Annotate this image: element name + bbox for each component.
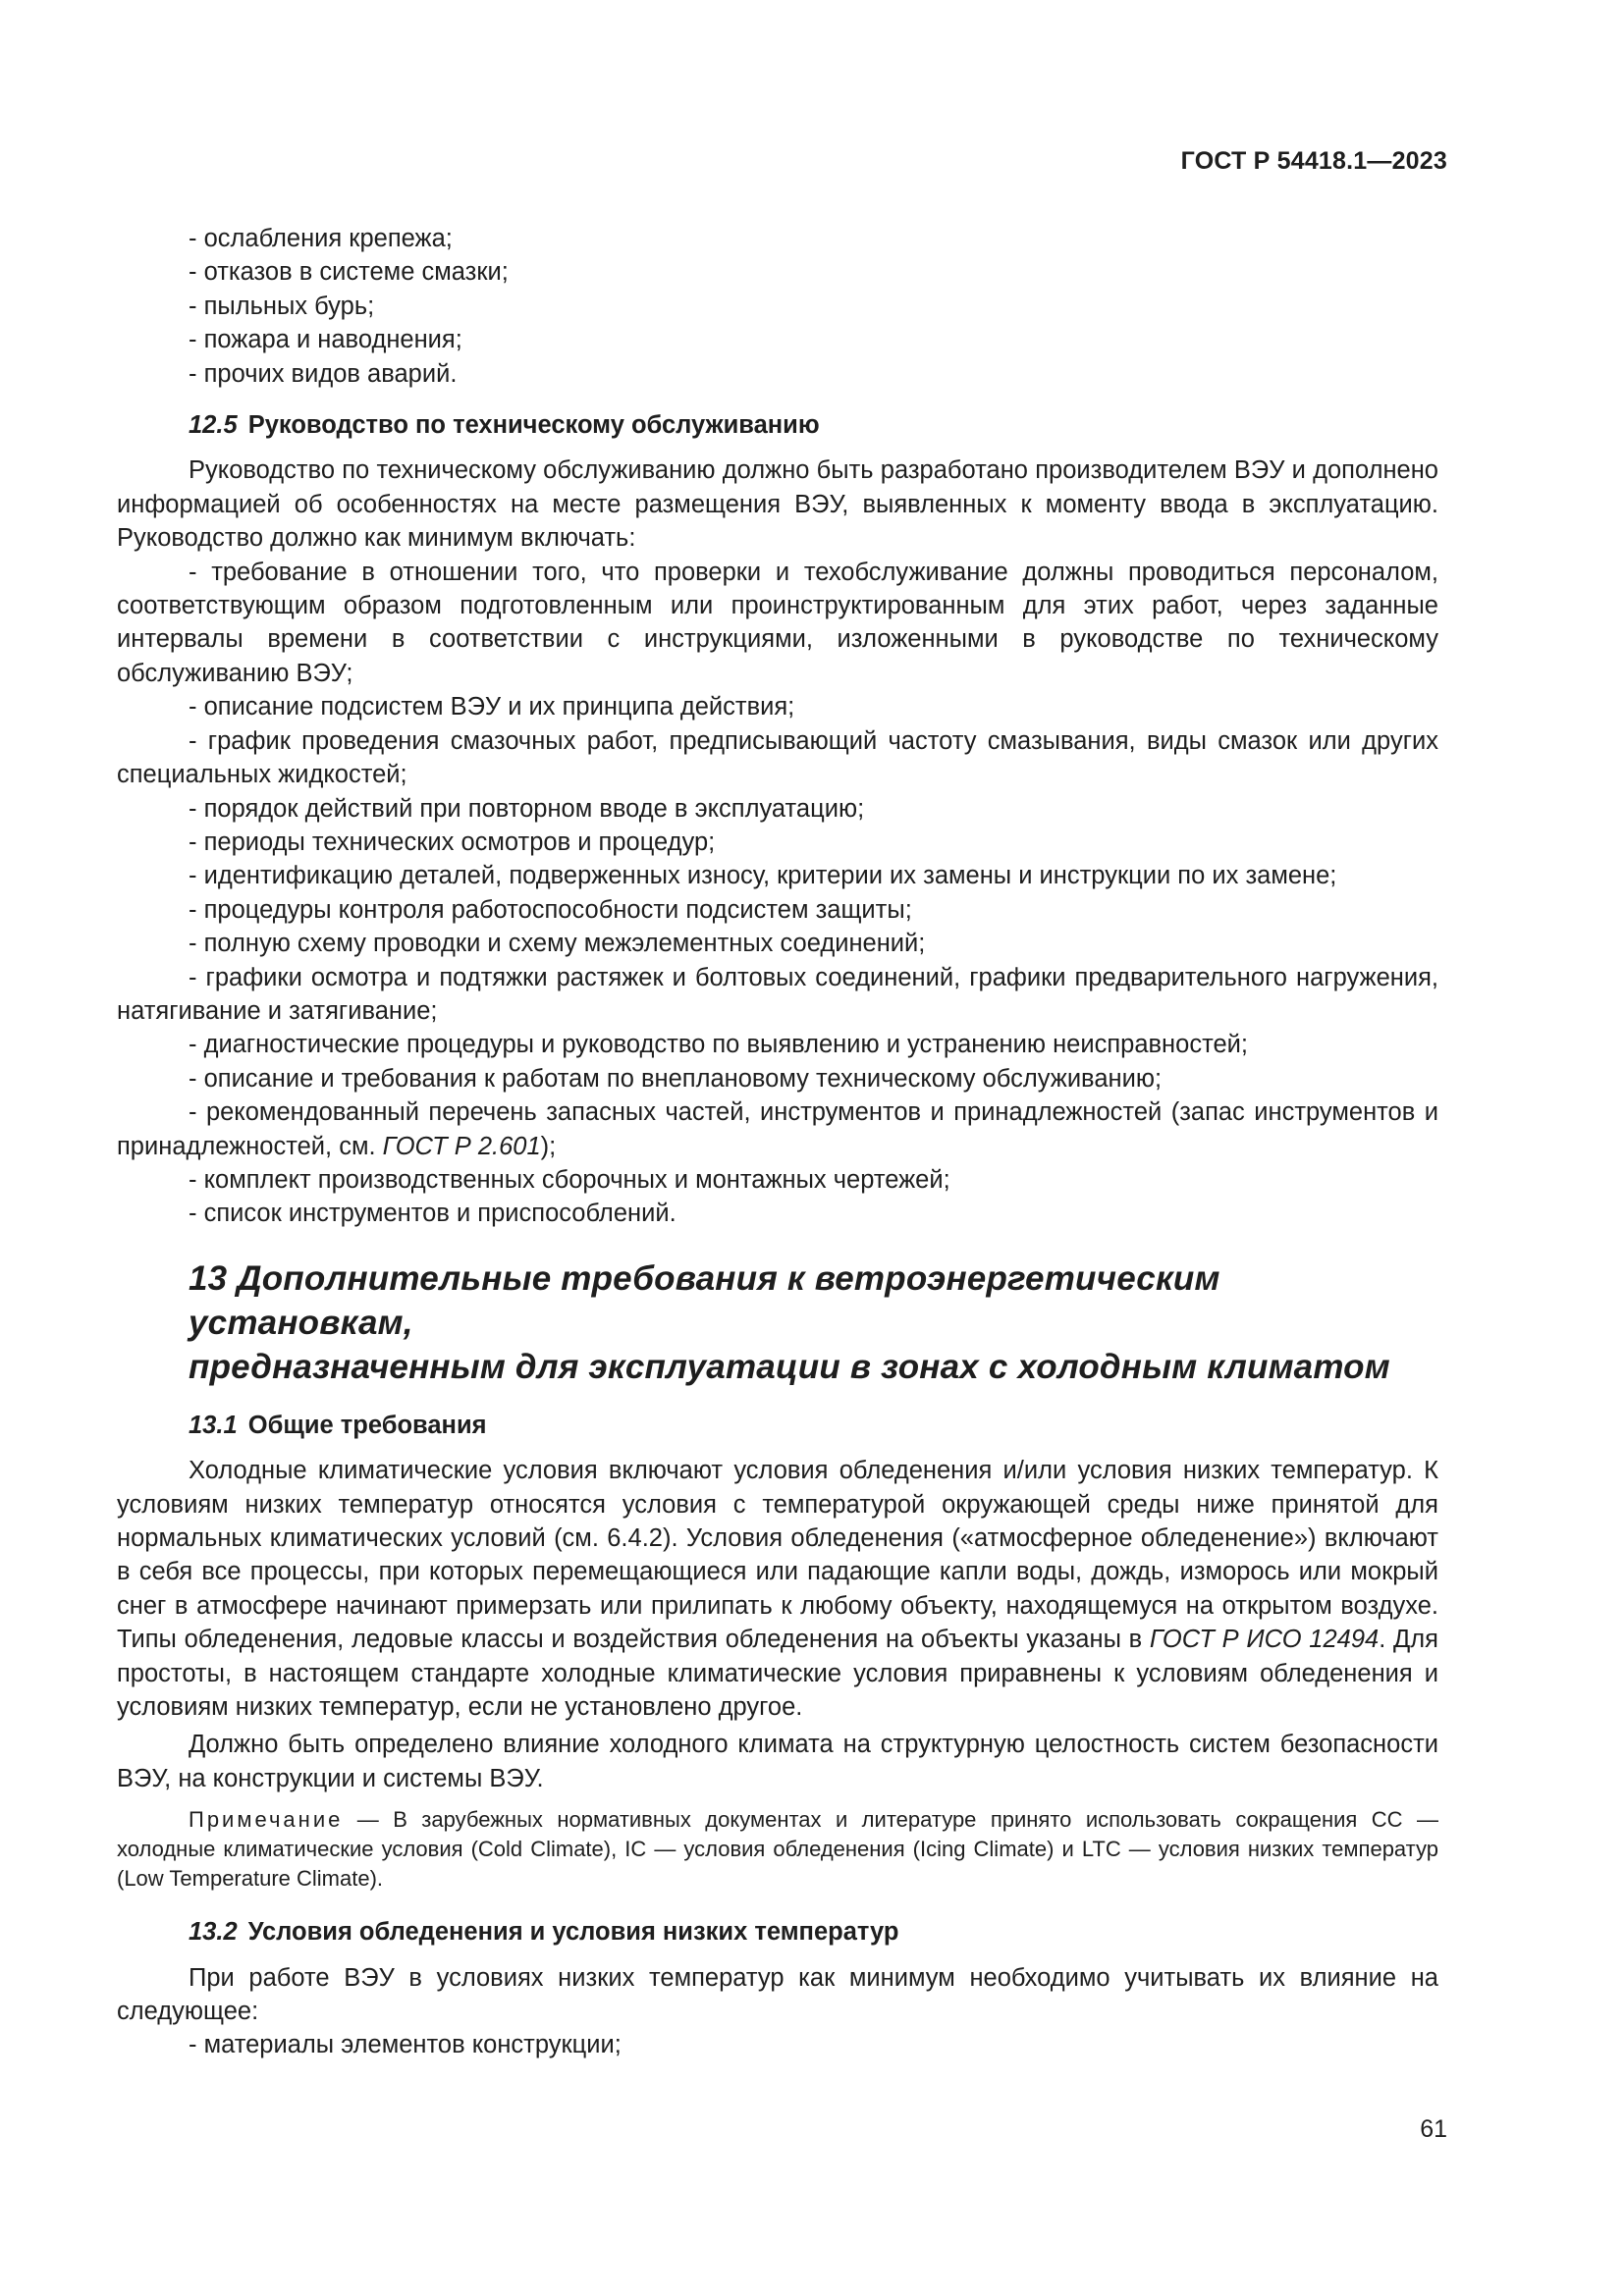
list-item: - отказов в системе смазки; bbox=[189, 258, 509, 287]
list-item: - графики осмотра и подтяжки растяжек и болтовых соединений, графики предварительного нагружения, натягивание и затягивание; bbox=[117, 963, 1438, 1025]
section-heading-13 bbox=[189, 1256, 1438, 1389]
list-item: - материалы элементов конструкции; bbox=[189, 2031, 622, 2059]
page-number: 61 bbox=[1420, 2115, 1447, 2143]
list-item: - прочих видов аварий. bbox=[189, 359, 458, 388]
list-item: - процедуры контроля работоспособности подсистем защиты; bbox=[189, 895, 912, 924]
paragraph bbox=[117, 1454, 1438, 1724]
list-item-text-end: ); bbox=[540, 1132, 557, 1160]
document-header: ГОСТ Р 54418.1—2023 bbox=[1180, 147, 1447, 175]
subsection-number: 13.1 bbox=[189, 1411, 238, 1439]
subsection-title: Общие требования bbox=[247, 1411, 487, 1439]
list-item: - диагностические процедуры и руководство по выявлению и устранению неисправностей; bbox=[189, 1031, 1248, 1059]
paragraph: Должно быть определено влияние холодного климата на структурную целостность систем безопасности ВЭУ, на конструкции и системы ВЭУ. bbox=[117, 1731, 1438, 1792]
note-label: Примечание bbox=[189, 1807, 344, 1833]
paragraph-text: Холодные климатические условия включают условия обледенения и/или условия низких температур. К условиям низких температур относятся условия с температурой окружающей среды ниже принятой для нормальных климатических условий (см. 6.4.2). Условия обледенения («атмосферное обледенение») включают в себя все процессы, при которых перемещающиеся или падающие капли воды, дождь, изморось или мокрый снег в атмосфере начинают примерзать или прилипать к любому объекту, находящемуся на открытом воздухе. Типы обледенения, ледовые классы и воздействия обледенения на объекты указаны в bbox=[117, 1457, 1438, 1654]
subsection-title: Условия обледенения и условия низких температур bbox=[247, 1918, 899, 1947]
note-text: — В зарубежных нормативных документах и литературе принято использовать сокращения CC — холодные климатические условия (Cold Climate), IC — условия обледенения (Icing Climate) и LTC — условия низких температур (Low Temperature Climate). bbox=[117, 1807, 1438, 1892]
list-item: - периоды технических осмотров и процедур; bbox=[189, 828, 716, 856]
subsection-heading-13-2 bbox=[189, 1915, 1438, 1949]
subsection-heading-12-5 bbox=[189, 408, 1438, 442]
list-item-text: - рекомендованный перечень запасных частей, инструментов и принадлежностей (запас инструментов и принадлежностей, см. bbox=[117, 1098, 1438, 1160]
list-item: - полную схему проводки и схему межэлементных соединений; bbox=[189, 930, 926, 958]
subsection-number: 13.2 bbox=[189, 1918, 238, 1947]
list-item: - идентификацию деталей, подверженных износу, критерии их замены и инструкции по их замене; bbox=[189, 862, 1337, 890]
page-content bbox=[117, 222, 1438, 2062]
note bbox=[117, 1805, 1438, 1894]
subsection-number: 12.5 bbox=[189, 411, 238, 440]
list-item: - требование в отношении того, что проверки и техобслуживание должны проводиться персоналом, соответствующим образом подготовленным или проинструктированным для этих работ, через заданные интервалы времени в соответствии с инструкциями, изложенными в руководстве по техническому обслуживанию ВЭУ; bbox=[117, 558, 1438, 687]
list-item: - описание и требования к работам по внеплановому техническому обслуживанию; bbox=[189, 1064, 1163, 1093]
subsection-title: Руководство по техническому обслуживанию bbox=[247, 411, 820, 440]
list-item: - список инструментов и приспособлений. bbox=[189, 1200, 677, 1228]
list-item: - описание подсистем ВЭУ и их принципа действия; bbox=[189, 693, 795, 721]
paragraph-text-end: . Для простоты, в настоящем стандарте холодные климатические условия приравнены к условиям обледенения и условиям низких температур, если не установлено другое. bbox=[117, 1626, 1438, 1722]
list-item: - график проведения смазочных работ, предписывающий частоту смазывания, виды смазок или других специальных жидкостей; bbox=[117, 726, 1438, 789]
list-item: - ослабления крепежа; bbox=[189, 225, 453, 252]
section-title-line: предназначенным для эксплуатации в зонах с холодным климатом bbox=[189, 1347, 1390, 1386]
list-item: - комплект производственных сборочных и монтажных чертежей; bbox=[189, 1165, 950, 1194]
standard-reference: ГОСТ Р 2.601 bbox=[382, 1132, 541, 1160]
paragraph: При работе ВЭУ в условиях низких температур как минимум необходимо учитывать их влияние на следующее: bbox=[117, 1963, 1438, 2026]
list-item: - пыльных бурь; bbox=[189, 292, 375, 320]
paragraph: Руководство по техническому обслуживанию должно быть разработано производителем ВЭУ и дополнено информацией об особенностях на месте размещения ВЭУ, выявленных к моменту ввода в эксплуатацию. Руководство должно как минимум включать: bbox=[117, 456, 1438, 553]
standard-reference: ГОСТ Р ИСО 12494 bbox=[1149, 1626, 1380, 1654]
section-title-line: 13 Дополнительные требования к ветроэнергетическим установкам, bbox=[189, 1258, 1220, 1342]
subsection-heading-13-1 bbox=[189, 1409, 1438, 1442]
list-item: - пожара и наводнения; bbox=[189, 326, 462, 354]
list-item-spare-parts bbox=[117, 1095, 1438, 1163]
list-item: - порядок действий при повторном вводе в эксплуатацию; bbox=[189, 794, 865, 823]
